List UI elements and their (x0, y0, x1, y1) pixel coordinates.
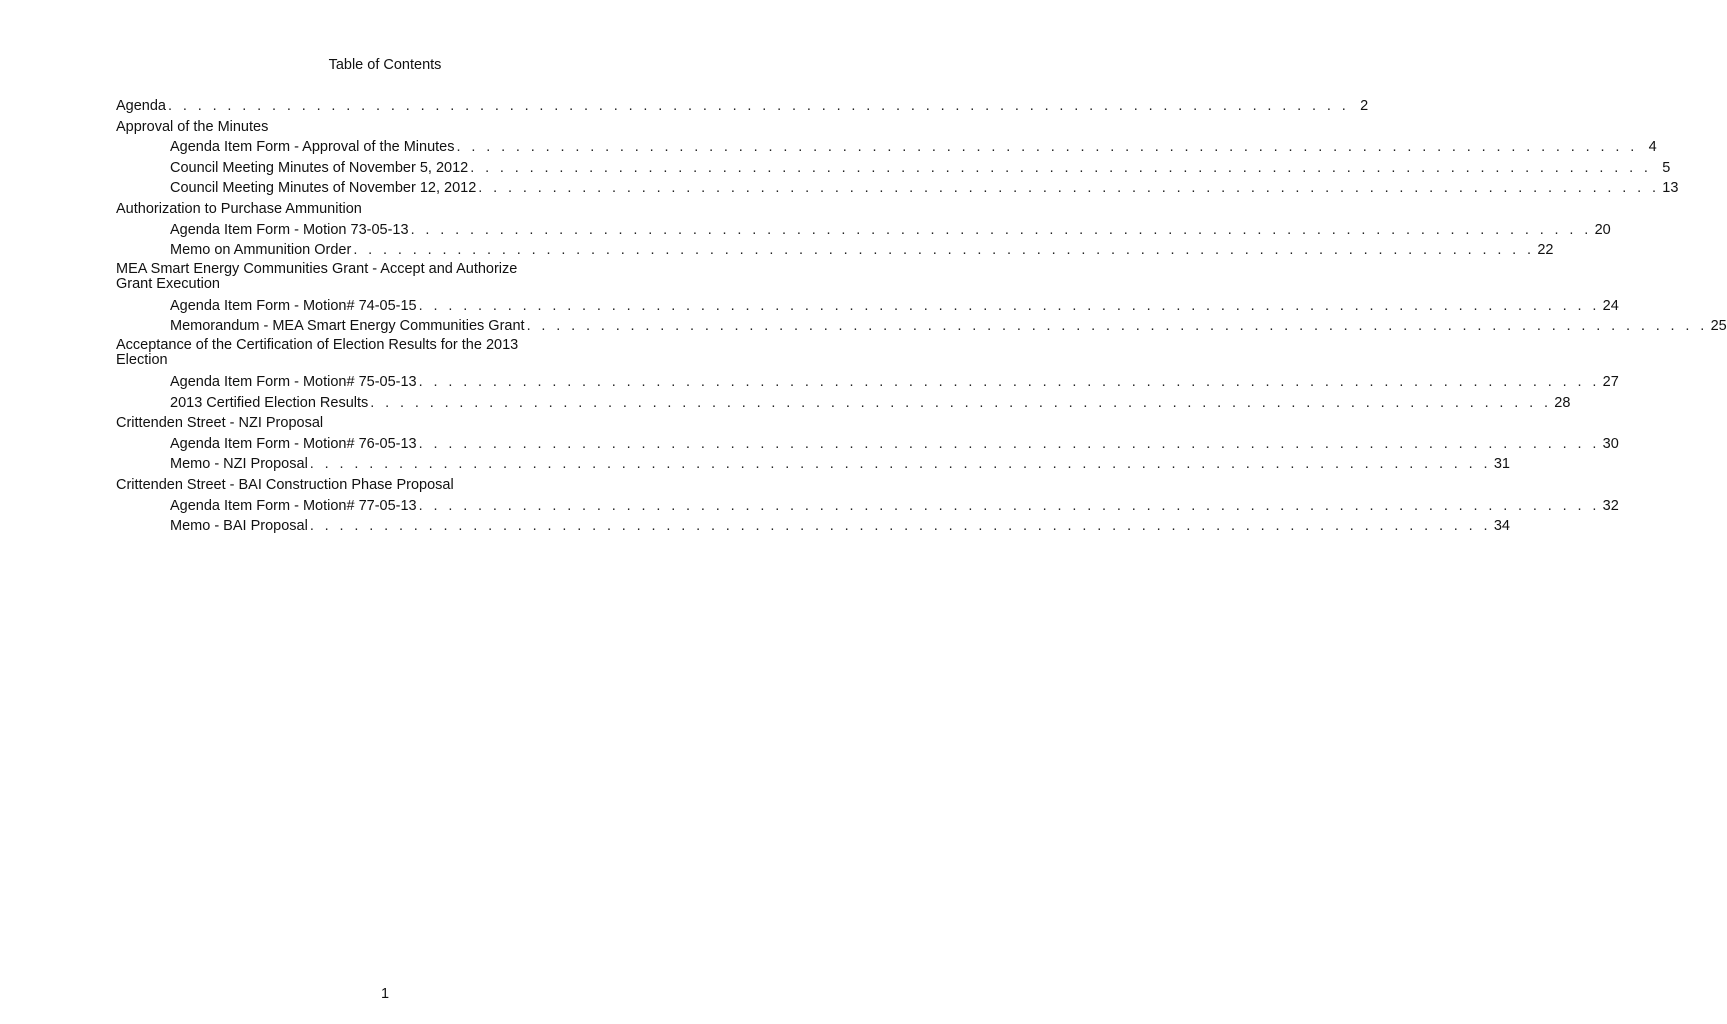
toc-entry-page: 5 (1662, 159, 1671, 176)
toc-entry[interactable] (116, 435, 1619, 453)
toc-entry-page: 27 (1602, 373, 1619, 390)
dot-leader: . . . . . . . . . . . . . . . . . . . . . . . . . . . . . . . . . . . . . . . . . . . . . . . . . . . . . . . . . . . . . . . . . . . . . . . . . . . . . . . . (478, 180, 1660, 197)
toc-entry-label: Memo - NZI Proposal (170, 456, 308, 473)
toc-entry-label: Agenda Item Form - Motion# 75-05-13 (170, 373, 417, 390)
toc-entry[interactable] (116, 138, 1657, 156)
toc-entry-page: 34 (1493, 518, 1510, 535)
dot-leader: . . . . . . . . . . . . . . . . . . . . . . . . . . . . . . . . . . . . . . . . . . . . . . . . . . . . . . . . . . . . . . . . . . . . . . . . . . . . . . . . (470, 159, 1652, 176)
toc-entry[interactable] (116, 517, 1510, 535)
toc-section-heading: Crittenden Street - NZI Proposal (116, 415, 324, 432)
toc-section-heading: Authorization to Purchase Ammunition (116, 200, 362, 217)
dot-leader: . . . . . . . . . . . . . . . . . . . . . . . . . . . . . . . . . . . . . . . . . . . . . . . . . . . . . . . . . . . . . . . . . . . . . . . . . . . . . . . . (309, 456, 1491, 473)
toc-entry[interactable] (116, 394, 1571, 412)
toc-entry-label: Agenda Item Form - Motion# 77-05-13 (170, 497, 417, 514)
toc-entry-label: Memo - BAI Proposal (170, 518, 308, 535)
toc-entry-label: Council Meeting Minutes of November 12, 2012 (170, 180, 477, 197)
toc-entry-page: 31 (1493, 456, 1510, 473)
toc-entry[interactable] (116, 455, 1510, 473)
toc-entry[interactable] (116, 221, 1611, 239)
toc-entry-label: Memo on Ammunition Order (170, 242, 352, 259)
toc-entry-page: 20 (1594, 221, 1611, 238)
toc-entry-page: 28 (1554, 394, 1571, 411)
dot-leader: . . . . . . . . . . . . . . . . . . . . . . . . . . . . . . . . . . . . . . . . . . . . . . . . . . . . . . . . . . . . . . . . . . . . . . . . . . . . . . . . (309, 518, 1491, 535)
toc-entry-page: 22 (1537, 242, 1554, 259)
toc-entry[interactable] (116, 497, 1619, 515)
toc-entry-page: 32 (1602, 497, 1619, 514)
toc-entry-label: Memorandum - MEA Smart Energy Communities Grant (170, 318, 525, 335)
toc-section-heading: Acceptance of the Certification of Election Results for the 2013 Election (116, 336, 519, 369)
toc-entry[interactable] (116, 179, 1679, 197)
toc-entry-page: 13 (1662, 180, 1679, 197)
dot-leader: . . . . . . . . . . . . . . . . . . . . . . . . . . . . . . . . . . . . . . . . . . . . . . . . . . . . . . . . . . . . . . . . . . . . . . . . . . . . . . . . (353, 242, 1535, 259)
toc-entry-page: 30 (1602, 435, 1619, 452)
dot-leader: . . . . . . . . . . . . . . . . . . . . . . . . . . . . . . . . . . . . . . . . . . . . . . . . . . . . . . . . . . . . . . . . . . . . . . . . . . . . . . . . (418, 373, 1600, 390)
toc-entry-label: Agenda Item Form - Motion 73-05-13 (170, 221, 409, 238)
toc-entry[interactable] (116, 373, 1619, 391)
table-of-contents (116, 97, 1727, 538)
toc-entry[interactable] (116, 159, 1671, 177)
toc-entry-page: 24 (1602, 297, 1619, 314)
toc-section-heading: Approval of the Minutes (116, 118, 269, 135)
toc-section-heading: Crittenden Street - BAI Construction Phase Proposal (116, 476, 454, 493)
toc-entry[interactable] (116, 297, 1619, 315)
toc-entry-label: 2013 Certified Election Results (170, 394, 369, 411)
toc-entry-label: Council Meeting Minutes of November 5, 2012 (170, 159, 469, 176)
toc-section-heading: MEA Smart Energy Communities Grant - Accept and Authorize Grant Execution (116, 260, 518, 293)
dot-leader: . . . . . . . . . . . . . . . . . . . . . . . . . . . . . . . . . . . . . . . . . . . . . . . . . . . . . . . . . . . . . . . . . . . . . . . . . . . . . . . . (370, 394, 1552, 411)
dot-leader: . . . . . . . . . . . . . . . . . . . . . . . . . . . . . . . . . . . . . . . . . . . . . . . . . . . . . . . . . . . . . . . . . . . . . . . . . . . . . . . . (418, 297, 1600, 314)
dot-leader: . . . . . . . . . . . . . . . . . . . . . . . . . . . . . . . . . . . . . . . . . . . . . . . . . . . . . . . . . . . . . . . . . . . . . . . . . . . . . . . . (418, 497, 1600, 514)
toc-entry[interactable] (116, 317, 1727, 335)
dot-leader: . . . . . . . . . . . . . . . . . . . . . . . . . . . . . . . . . . . . . . . . . . . . . . . . . . . . . . . . . . . . . . . . . . . . . . . . . . . . . . . . (168, 98, 1350, 114)
dot-leader: . . . . . . . . . . . . . . . . . . . . . . . . . . . . . . . . . . . . . . . . . . . . . . . . . . . . . . . . . . . . . . . . . . . . . . . . . . . . . . . . (418, 435, 1600, 452)
toc-entry-label: Agenda Item Form - Motion# 74-05-15 (170, 297, 417, 314)
toc-entry-label: Agenda Item Form - Motion# 76-05-13 (170, 435, 417, 452)
toc-entry-page: 2 (1360, 98, 1369, 114)
toc-entry-page: 25 (1710, 318, 1727, 335)
dot-leader: . . . . . . . . . . . . . . . . . . . . . . . . . . . . . . . . . . . . . . . . . . . . . . . . . . . . . . . . . . . . . . . . . . . . . . . . . . . . . . . . (410, 221, 1592, 238)
toc-entry[interactable] (116, 97, 1369, 115)
page-number: 1 (380, 986, 390, 1002)
toc-entry-label: Agenda Item Form - Approval of the Minutes (170, 139, 455, 156)
dot-leader: . . . . . . . . . . . . . . . . . . . . . . . . . . . . . . . . . . . . . . . . . . . . . . . . . . . . . . . . . . . . . . . . . . . . . . . . . . . . . . . . (456, 139, 1638, 156)
toc-entry-label: Agenda (116, 98, 166, 114)
toc-entry[interactable] (116, 241, 1554, 259)
page-title: Table of Contents (328, 57, 442, 73)
dot-leader: . . . . . . . . . . . . . . . . . . . . . . . . . . . . . . . . . . . . . . . . . . . . . . . . . . . . . . . . . . . . . . . . . . . . . . . . . . . . . . . . (526, 318, 1708, 335)
toc-entry-page: 4 (1648, 139, 1657, 156)
